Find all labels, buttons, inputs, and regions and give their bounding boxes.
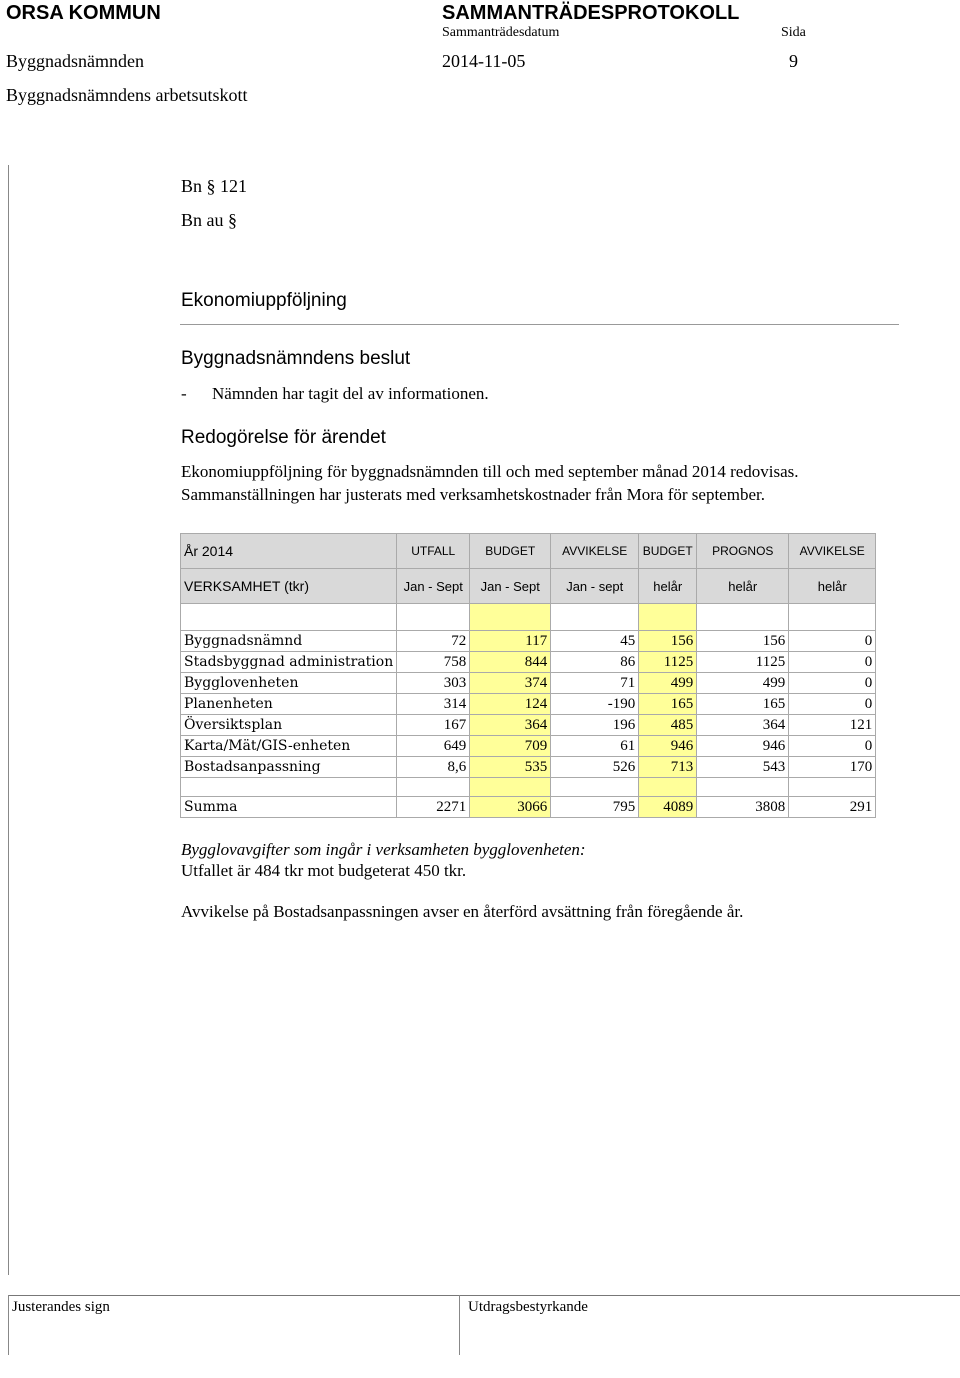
empty-cell [639,604,697,631]
value-cell: Jan - sept [551,569,639,604]
org-name: ORSA KOMMUN [6,2,161,24]
value-cell: 124 [470,694,551,715]
value-cell: 170 [789,757,876,778]
value-cell: 0 [789,736,876,757]
paragraph-ref-bn-au [181,210,237,231]
table-sum-row [181,797,876,818]
value-cell: 485 [639,715,697,736]
value-cell: 946 [697,736,789,757]
value-cell: 364 [697,715,789,736]
empty-cell [789,604,876,631]
value-cell: 0 [789,694,876,715]
table-header-row [181,534,876,569]
page-title: Ekonomiuppföljning [181,290,347,311]
notes-line-1: Utfallet är 484 tkr mot budgeterat 450 tkr. [181,861,467,880]
value-cell: 758 [397,652,470,673]
row-label-cell: VERKSAMHET (tkr) [181,569,397,604]
value-cell: AVVIKELSE [789,534,876,569]
table-row [181,673,876,694]
empty-cell [397,604,470,631]
value-cell: 291 [789,797,876,818]
value-cell: 165 [697,694,789,715]
footer-left-rule [8,1295,9,1355]
decision-bullet: - [181,384,187,403]
title-divider [180,324,899,325]
value-cell: 543 [697,757,789,778]
value-cell: UTFALL [397,534,470,569]
value-cell: 72 [397,631,470,652]
value-cell: 121 [789,715,876,736]
value-cell: 0 [789,652,876,673]
value-cell: 156 [639,631,697,652]
report-line-2: Sammanställningen har justerats med verksamhetskostnader från Mora för september. [181,485,765,504]
sign-label: Justerandes sign [12,1299,110,1315]
value-cell: PROGNOS [697,534,789,569]
date-label: Sammanträdesdatum [442,25,560,40]
meeting-date: 2014-11-05 [442,51,526,71]
row-label-cell: Planenheten [181,694,397,715]
empty-cell [789,778,876,797]
empty-cell [697,604,789,631]
subcommittee-name: Byggnadsnämndens arbetsutskott [6,85,248,105]
table-subheader-row [181,569,876,604]
value-cell: 1125 [639,652,697,673]
table-row [181,631,876,652]
value-cell: 303 [397,673,470,694]
value-cell: 3066 [470,797,551,818]
value-cell: 0 [789,631,876,652]
row-label-cell: Byggnadsnämnd [181,631,397,652]
empty-cell [181,778,397,797]
row-label-cell: Stadsbyggnad administration [181,652,397,673]
bn-au-label: Bn au [181,210,224,230]
empty-cell [470,778,551,797]
value-cell: AVVIKELSE [551,534,639,569]
value-cell: 2271 [397,797,470,818]
value-cell: helår [639,569,697,604]
empty-cell [397,778,470,797]
empty-cell [697,778,789,797]
value-cell: 1125 [697,652,789,673]
section-symbol: § [228,210,237,230]
value-cell: 61 [551,736,639,757]
value-cell: 86 [551,652,639,673]
value-cell: 45 [551,631,639,652]
notes-italic: Bygglovavgifter som ingår i verksamheten bygglovenheten: [181,840,586,859]
value-cell: BUDGET [470,534,551,569]
empty-cell [551,778,639,797]
row-label-cell: Summa [181,797,397,818]
table-row [181,736,876,757]
notes-line-2: Avvikelse på Bostadsanpassningen avser en återförd avsättning från föregående år. [181,902,744,921]
value-cell: 8,6 [397,757,470,778]
bn-number: 121 [220,176,248,196]
value-cell: helår [789,569,876,604]
value-cell: Jan - Sept [397,569,470,604]
table-spacer-row [181,604,876,631]
value-cell: 0 [789,673,876,694]
row-label-cell: Karta/Mät/GIS-enheten [181,736,397,757]
committee-name: Byggnadsnämnden [6,51,144,71]
bn-label: Bn [181,176,203,196]
table-row [181,715,876,736]
value-cell: 499 [697,673,789,694]
report-heading: Redogörelse för ärendet [181,427,386,448]
value-cell: 364 [470,715,551,736]
value-cell: Jan - Sept [470,569,551,604]
extract-label: Utdragsbestyrkande [468,1299,588,1315]
value-cell: 165 [639,694,697,715]
page-label: Sida [781,25,806,40]
footer-mid-rule [459,1295,460,1355]
decision-heading: Byggnadsnämndens beslut [181,348,411,369]
row-label-cell: Bygglovenheten [181,673,397,694]
decision-text: Nämnden har tagit del av informationen. [212,384,489,403]
value-cell: BUDGET [639,534,697,569]
row-label-cell: Översiktsplan [181,715,397,736]
table-row [181,652,876,673]
value-cell: 844 [470,652,551,673]
page-number: 9 [789,51,798,71]
table-spacer-row [181,778,876,797]
value-cell: helår [697,569,789,604]
value-cell: 946 [639,736,697,757]
value-cell: 499 [639,673,697,694]
empty-cell [470,604,551,631]
report-line-1: Ekonomiuppföljning för byggnadsnämnden till och med september månad 2014 redovisas. [181,462,799,481]
section-symbol: § [206,176,216,196]
paragraph-ref-bn [181,176,247,197]
margin-rule [8,165,9,1275]
value-cell: 526 [551,757,639,778]
value-cell: 117 [470,631,551,652]
value-cell: 709 [470,736,551,757]
value-cell: 71 [551,673,639,694]
value-cell: 374 [470,673,551,694]
value-cell: -190 [551,694,639,715]
empty-cell [551,604,639,631]
row-label-cell: År 2014 [181,534,397,569]
value-cell: 4089 [639,797,697,818]
value-cell: 314 [397,694,470,715]
value-cell: 3808 [697,797,789,818]
footer-divider [8,1295,960,1296]
value-cell: 196 [551,715,639,736]
value-cell: 156 [697,631,789,652]
value-cell: 167 [397,715,470,736]
value-cell: 795 [551,797,639,818]
value-cell: 535 [470,757,551,778]
empty-cell [181,604,397,631]
value-cell: 713 [639,757,697,778]
budget-table [180,533,876,818]
row-label-cell: Bostadsanpassning [181,757,397,778]
table-row [181,694,876,715]
table-row [181,757,876,778]
doc-type: SAMMANTRÄDESPROTOKOLL [442,2,740,24]
empty-cell [639,778,697,797]
value-cell: 649 [397,736,470,757]
